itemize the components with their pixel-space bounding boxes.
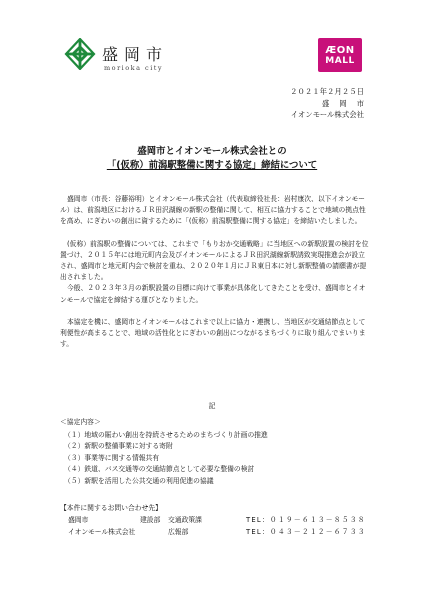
- contact-tel: TEL：０１９－６１３－８５３８: [246, 516, 366, 524]
- contact-row: [60, 514, 366, 526]
- date-block: [290, 86, 374, 121]
- body-paragraph: 今般、２０２３年３月の新駅設置の目標に向けて事業が具体化してきたことを受け、盛岡市とイオンモールで協定を締結する運びとなりました。: [60, 284, 366, 304]
- agreement-item: （１）地域の賑わい創出を持続させるためのまちづくり計画の推進: [64, 430, 268, 439]
- agreement-item: （５）新駅を活用した公共交通の利用促進の協議: [64, 476, 214, 485]
- agreement-item: （２）新駅の整備事業に対する寄附: [64, 442, 173, 450]
- body-text: [60, 194, 370, 361]
- agreement-heading: ＜協定内容＞: [60, 418, 101, 426]
- ki-marker: 記: [208, 402, 216, 410]
- contact-row: [60, 526, 366, 538]
- contact-section-name: 広報部: [168, 528, 189, 536]
- issuer-company: イオンモール株式会社: [290, 110, 364, 119]
- body-paragraph: 盛岡市（市長：谷藤裕明）とイオンモール株式会社（代表取締役社長：岩村康次、以下イオンモール）は、前潟地区におけるＪＲ田沢湖線の新駅の整備に関して、相互に協力することで地域の拠点性を高め、にぎわいの創出に資するために「(仮称）前潟駅整備に関する協定」を締結いたしました。: [60, 195, 366, 226]
- contact-org: イオンモール株式会社: [68, 528, 136, 536]
- contact-tel: TEL：０４３－２１２－６７３３: [246, 528, 366, 536]
- morioka-emblem-icon: [64, 38, 96, 70]
- contact-section-name: 交通政策課: [168, 516, 202, 524]
- document-title: [0, 145, 424, 173]
- title-line-2: 「(仮称）前潟駅整備に関する協定」締結について: [106, 160, 318, 171]
- agreement-section: [60, 417, 268, 487]
- contact-section: [60, 502, 366, 538]
- contact-dept: 建設部: [140, 516, 161, 524]
- contact-heading: 【本件に関するお問い合わせ先】: [60, 504, 162, 512]
- aeon-mall-logo: [318, 38, 362, 72]
- morioka-city-logo: [64, 38, 169, 78]
- city-romaji: morioka city: [104, 64, 164, 72]
- city-name: 盛岡市: [102, 45, 169, 64]
- title-line-1: 盛岡市とイオンモール株式会社との: [137, 146, 287, 157]
- mall-wordmark: MALL: [325, 55, 355, 66]
- issuer-city: 盛岡市: [321, 98, 374, 108]
- agreement-item: （４）鉄道、バス交通等の交通結節点として必要な整備の検討: [64, 465, 255, 473]
- release-date: ２０２１年２月２５日: [290, 87, 364, 96]
- body-paragraph: (仮称）前潟駅の整備については、これまで「もりおか交通戦略」に当地区への新駅設置の検討を位置づけ、２０１５年には地元町内会及びイオンモールによるＪＲ田沢湖線新駅誘致実現推進会が設立され、盛岡市と地元町内会で検討を重ね、２０２０年１月にＪＲ東日本に対し新駅整備の請願書が提出されました。: [60, 239, 369, 282]
- body-paragraph: 本協定を機に、盛岡市とイオンモールはこれまで以上に協力・連携し、当地区が交通結節点として利便性が高まることで、地域の活性化とにぎわいの創出につながるまちづくりに取り組んでまいります。: [60, 317, 366, 349]
- aeon-wordmark: ÆON: [325, 44, 355, 56]
- contact-org: 盛岡市: [68, 516, 89, 524]
- agreement-item: （３）事業等に関する情報共有: [64, 453, 160, 462]
